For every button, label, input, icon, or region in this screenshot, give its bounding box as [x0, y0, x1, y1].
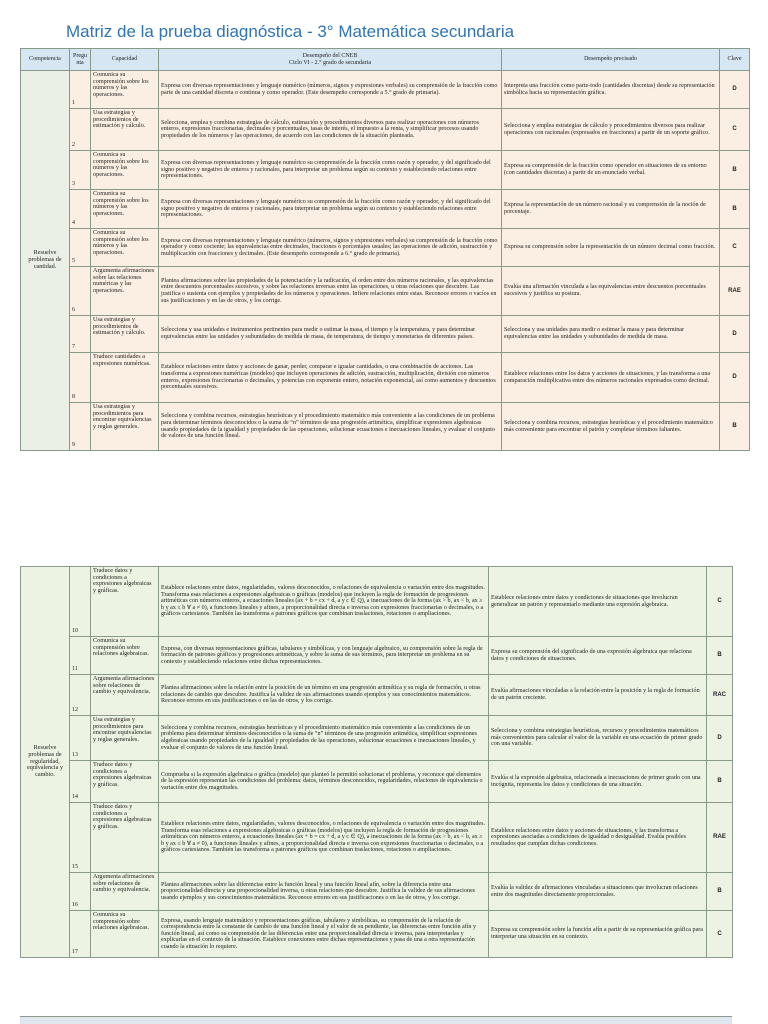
capacidad-cell: Comunica su comprensión sobre los números y las operaciones. [91, 229, 159, 267]
question-number: 16 [70, 873, 91, 911]
capacidad-cell: Traduce datos y condiciones a expresiones algebraicas y gráficas. [91, 761, 159, 803]
capacidad-cell: Comunica su comprensión sobre los números y las operaciones. [91, 190, 159, 229]
section-2-body [21, 567, 733, 958]
desempeno-cneb-cell: Expresa con diversas representaciones y lenguaje numérico su comprensión de la fracción como razón y operador, y del significado del signo positivo y negativo de enteros y racionales, para interpretar un problema según su contexto y estableciendo relaciones entre representaciones. [159, 151, 502, 190]
header-pregunta: Pregu nta [70, 49, 91, 71]
table-row [21, 716, 733, 761]
desempeno-cneb-cell: Selecciona y combina recursos, estrategias heurísticas y el procedimiento matemático más conveniente a las condiciones de un problema para determinar términos desconocidos o la suma de “n” términos de una progresión aritmética, simplificar expresiones algebraicas usando propiedades de la igualdad y propiedades de las operaciones, solucionar ecuaciones e inecuaciones lineales, y evaluar el conjunto de valores de una función lineal. [159, 716, 489, 761]
desempeno-cneb-cell: Selecciona y combina recursos, estrategias heurísticas y el procedimiento matemático más conveniente a las condiciones de un problema para determinar términos desconocidos o la suma de “n” términos de una progresión aritmética, simplificar expresiones algebraicas usando propiedades de la igualdad y propiedades de las operaciones, solucionar ecuaciones e inecuaciones lineales, y evaluar el conjunto de valores de una función lineal. [159, 403, 502, 451]
table-row [21, 190, 750, 229]
desempeno-precisado-cell: Evalúa afirmaciones vinculadas a la relación entre la posición y la regla de formación de un patrón creciente. [489, 675, 707, 716]
desempeno-cneb-cell: Plantea afirmaciones sobre la relación entre la posición de un término en una progresión aritmética y su regla de formación, u otras relaciones de cambio que descubre. Justifica la validez de sus afirmaciones usando ejemplos y sus conocimientos matemáticos. Reconoce errores en sus justificaciones o en las de otros, y los corrige. [159, 675, 489, 716]
table-row [21, 637, 733, 675]
clave-cell: D [707, 716, 733, 761]
clave-cell: RAC [707, 675, 733, 716]
capacidad-cell: Comunica su comprensión sobre relaciones algebraicas. [91, 637, 159, 675]
desempeno-precisado-cell: Selecciona y emplea estrategias de cálculo y procedimientos diversos para realizar operaciones con racionales (expresados en fracciones) a partir de un soporte gráfico. [502, 109, 720, 151]
desempeno-precisado-cell: Selecciona y combina estrategias heurísticas, recursos y procedimientos matemáticos más convenientes para calcular el valor de la variable en una ecuación de primer grado con una variable. [489, 716, 707, 761]
capacidad-cell: Usa estrategias y procedimientos para encontrar equivalencias y reglas generales. [91, 403, 159, 451]
question-number: 14 [70, 761, 91, 803]
clave-cell: D [720, 71, 750, 109]
clave-cell: B [720, 403, 750, 451]
desempeno-precisado-cell: Establece relaciones entre datos y acciones de situaciones, y las transforma a expresiones asociadas a condiciones de igualdad o desigualdad. Evalúa posibles resultados que cumplan dichas condiciones. [489, 803, 707, 873]
desempeno-precisado-cell: Evalúa una afirmación vinculada a las equivalencias entre descuentos porcentuales sucesivos y justifica su postura. [502, 267, 720, 316]
question-number: 17 [70, 911, 91, 958]
desempeno-cneb-cell: Establece relaciones entre datos, regularidades, valores desconocidos, o relaciones de equivalencia o variación entre dos magnitudes. Transforma esas relaciones a expresiones algebraicas o gráficas (modelos) que incluyen la regla de formación de progresiones aritméticas con números enteros, a ecuaciones lineales (ax + b = cx + d, a y c ∈ Q), a inecuaciones de la forma (ax > b, ax < b, ax ≥ b y ax ≤ b ∀ a ≠ 0), a funciones lineales y afines, a proporcionalidad directa e inversa con expresiones fraccionarias o decimales, o a gráficos cartesianos. También las transforma a patrones gráficos que combinan traslaciones, rotaciones o ampliaciones. [159, 803, 489, 873]
question-number: 7 [70, 316, 91, 353]
question-number: 9 [70, 403, 91, 451]
desempeno-cneb-cell: Plantea afirmaciones sobre las diferencias entre la función lineal y una función lineal afín, sobre la diferencia entre una proporcionalidad directa y una proporcionalidad inversa, u otras relaciones que descubre. Justifica la validez de sus afirmaciones usando ejemplos y sus conocimientos matemáticos. Reconoce errores en sus justificaciones o en las de otros, y los corrige. [159, 873, 489, 911]
table-row [21, 567, 733, 637]
page-title: Matriz de la prueba diagnóstica - 3° Matemática secundaria [66, 22, 515, 41]
clave-cell: C [720, 109, 750, 151]
desempeno-cneb-cell: Plantea afirmaciones sobre las propiedades de la potenciación y la radicación, el orden entre dos números racionales, y las equivalencias entre descuentos porcentuales sucesivos, y sobre las relaciones inversas entre las operaciones, u otras relaciones que descubre. Las justifica o sustenta con ejemplos y propiedades de los números y operaciones. Infiere relaciones entre estas. Reconoce errores o vacíos en sus justificaciones y en las de otros, y los corrige. [159, 267, 502, 316]
desempeno-precisado-cell: Establece relaciones entre los datos y acciones de situaciones, y las transforma a una comparación multiplicativa entre dos números racionales expresados como decimal. [502, 353, 720, 403]
clave-cell: B [707, 873, 733, 911]
desempeno-cneb-cell: Expresa con diversas representaciones y lenguaje numérico (números, signos y expresiones verbales) su comprensión de la fracción como parte de una cantidad discreta o continua y como operador. (Este desempeño corresponde a 5.° grado de primaria). [159, 71, 502, 109]
desempeno-cneb-cell: Establece relaciones entre datos, regularidades, valores desconocidos, o relaciones de equivalencia o variación entre dos magnitudes. Transforma esas relaciones a expresiones algebraicas o gráficas (modelos) que incluyen la regla de formación de progresiones aritméticas con números enteros, a ecuaciones lineales (ax + b = cx + d, a y c ∈ Q), a inecuaciones de la forma (ax > b, ax < b, ax ≥ b y ax ≤ b ∀ a ≠ 0), a funciones lineales y afines, a proporcionalidad directa e inversa con expresiones fraccionarias o decimales, o a gráficos cartesianos. También las transforma a patrones gráficos que combinan traslaciones, rotaciones o ampliaciones. [159, 567, 489, 637]
table-row [21, 403, 750, 451]
clave-cell: C [720, 229, 750, 267]
question-number: 12 [70, 675, 91, 716]
competencia-cell: Resuelve problemas de cantidad. [21, 71, 70, 451]
table-row [21, 873, 733, 911]
question-number: 5 [70, 229, 91, 267]
clave-cell: B [707, 761, 733, 803]
clave-cell: B [720, 151, 750, 190]
capacidad-cell: Argumenta afirmaciones sobre las relaciones numéricas y las operaciones. [91, 267, 159, 316]
desempeno-precisado-cell: Expresa su comprensión del significado de una expresión algebraica que relaciona datos y condiciones de situaciones. [489, 637, 707, 675]
clave-cell: D [720, 316, 750, 353]
header-capacidad: Capacidad [91, 49, 159, 71]
question-number: 8 [70, 353, 91, 403]
clave-cell: C [707, 567, 733, 637]
capacidad-cell: Traduce datos y condiciones a expresiones algebraicas y gráficas. [91, 567, 159, 637]
desempeno-cneb-cell: Selecciona y usa unidades e instrumentos pertinentes para medir o estimar la masa, el tiempo y la temperatura, y para determinar equivalencias entre las unidades y subunidades de medida de masa, de temperatura, de tiempo y monetarias de diferentes países. [159, 316, 502, 353]
table-row [21, 229, 750, 267]
desempeno-precisado-cell: Evalúa la validez de afirmaciones vinculadas a situaciones que involucran relaciones entre dos magnitudes directamente proporcionales. [489, 873, 707, 911]
capacidad-cell: Traduce datos y condiciones a expresiones algebraicas y gráficas. [91, 803, 159, 873]
question-number: 15 [70, 803, 91, 873]
desempeno-precisado-cell: Selecciona y combina recursos, estrategias heurísticas y el procedimiento matemático más conveniente para encontrar el patrón y completar términos faltantes. [502, 403, 720, 451]
header-clave: Clave [720, 49, 750, 71]
question-number: 1 [70, 71, 91, 109]
question-number: 2 [70, 109, 91, 151]
table-row [21, 267, 750, 316]
table-row [21, 71, 750, 109]
capacidad-cell: Comunica su comprensión sobre los números y las operaciones. [91, 71, 159, 109]
table-row [21, 761, 733, 803]
table-row [21, 911, 733, 958]
desempeno-cneb-cell: Selecciona, emplea y combina estrategias de cálculo, estimación y procedimientos diversos para realizar operaciones con números enteros, expresiones fraccionarias, decimales y porcentuales, tasas de interés, el impuesto a la renta, y simplificar procesos usando propiedades de los números y las operaciones, de acuerdo con las condiciones de la situación planteada. [159, 109, 502, 151]
desempeno-cneb-cell: Comprueba si la expresión algebraica o gráfica (modelo) que planteó le permitió solucionar el problema, y reconoce qué elementos de la expresión representan las condiciones del problema: datos, términos desconocidos, regularidades, relaciones de equivalencia o variación entre dos magnitudes. [159, 761, 489, 803]
section-1-body [21, 71, 750, 451]
desempeno-precisado-cell: Expresa su comprensión de la fracción como operador en situaciones de su entorno (con cantidades discretas) a partir de un enunciado verbal. [502, 151, 720, 190]
desempeno-precisado-cell: Evalúa si la expresión algebraica, relacionada a inecuaciones de primer grado con una incógnita, representa los datos y condiciones de una situación. [489, 761, 707, 803]
clave-cell: B [707, 637, 733, 675]
capacidad-cell: Usa estrategias y procedimientos para encontrar equivalencias y reglas generales. [91, 716, 159, 761]
clave-cell: C [707, 911, 733, 958]
desempeno-cneb-cell: Expresa con diversas representaciones y lenguaje numérico (números, signos y expresiones verbales) su comprensión de la fracción como operador y como cociente; las equivalencias entre decimales, fracciones o porcentajes usuales; las operaciones de adición, sustracción y multiplicación con fracciones y decimales. (Este desempeño corresponde a 6.° grado de primaria). [159, 229, 502, 267]
desempeno-precisado-cell: Expresa su comprensión sobre la función afín a partir de su representación gráfica para interpretar una situación en su contexto. [489, 911, 707, 958]
capacidad-cell: Argumenta afirmaciones sobre relaciones de cambio y equivalencia. [91, 873, 159, 911]
desempeno-precisado-cell: Establece relaciones entre datos y condiciones de situaciones que involucran generalizar un patrón y representarlo mediante una expresión algebraica. [489, 567, 707, 637]
desempeno-cneb-cell: Expresa con diversas representaciones y lenguaje numérico su comprensión de la fracción como razón y operador, y del significado del signo positivo y negativo de enteros y racionales, para interpretar un problema según su contexto y estableciendo relaciones entre representaciones. [159, 190, 502, 229]
header-desempeno-cneb-subtitle: Ciclo VI - 2.° grado de secundaria [288, 59, 372, 66]
desempeno-precisado-cell: Interpreta una fracción como parte-todo (cantidades discretas) desde su representación simbólica hacia su representación gráfica. [502, 71, 720, 109]
capacidad-cell: Argumenta afirmaciones sobre relaciones de cambio y equivalencia. [91, 675, 159, 716]
clave-cell: RAE [720, 267, 750, 316]
desempeno-precisado-cell: Selecciona y usa unidades para medir o estimar la masa y para determinar equivalencias entre las unidades y subunidades de medida de masa. [502, 316, 720, 353]
desempeno-cneb-cell: Expresa, con diversas representaciones gráficas, tabulares y simbólicas, y con lenguaje algebraico, su comprensión sobre la regla de formación de patrones gráficos y progresiones aritméticas, y sobre la suma de sus términos, para interpretar un problema en su contexto y estableciendo relaciones entre dichas representaciones. [159, 637, 489, 675]
capacidad-cell: Comunica su comprensión sobre relaciones algebraicas. [91, 911, 159, 958]
table-row [21, 675, 733, 716]
question-number: 11 [70, 637, 91, 675]
desempeno-precisado-cell: Expresa la representación de un número racional y su comprensión de la noción de porcentaje. [502, 190, 720, 229]
competencia-cell: Resuelve problemas de regularidad, equivalencia y cambio. [21, 567, 70, 958]
clave-cell: B [720, 190, 750, 229]
matrix-table-1 [20, 48, 750, 451]
header-desempeno-cneb [159, 49, 502, 71]
capacidad-cell: Traduce cantidades a expresiones numéricas. [91, 353, 159, 403]
desempeno-cneb-cell: Expresa, usando lenguaje matemático y representaciones gráficas, tabulares y simbólicas, su comprensión de la relación de correspondencia entre la constante de cambio de una función lineal y el valor de su pendiente, las diferencias entre función afín y función lineal, así como su comprensión de las diferencias entre una proporcionalidad directa e inversa, para interpretarlas y explicarlas en el contexto de la situación. Establece conexiones entre dichas representaciones y pasa de una a otra representación cuando la situación lo requiere. [159, 911, 489, 958]
capacidad-cell: Comunica su comprensión sobre los números y las operaciones. [91, 151, 159, 190]
header-competencia: Competencia [21, 49, 70, 71]
question-number: 3 [70, 151, 91, 190]
table-row [21, 109, 750, 151]
matrix-table-2 [20, 566, 733, 958]
capacidad-cell: Usa estrategias y procedimientos de estimación y cálculo. [91, 316, 159, 353]
question-number: 10 [70, 567, 91, 637]
clave-cell: RAE [707, 803, 733, 873]
question-number: 13 [70, 716, 91, 761]
clave-cell: D [720, 353, 750, 403]
question-number: 6 [70, 267, 91, 316]
question-number: 4 [70, 190, 91, 229]
header-desempeno-precisado: Desempeño precisado [502, 49, 720, 71]
table-row [21, 803, 733, 873]
capacidad-cell: Usa estrategias y procedimientos de estimación y cálculo. [91, 109, 159, 151]
table-row [21, 353, 750, 403]
desempeno-precisado-cell: Expresa su comprensión sobre la representación de un número decimal como fracción. [502, 229, 720, 267]
table-row [21, 151, 750, 190]
table-row [21, 316, 750, 353]
header-desempeno-cneb-title: Desempeño del CNEB [302, 53, 358, 60]
desempeno-cneb-cell: Establece relaciones entre datos y acciones de ganar, perder, comparar e igualar cantidades, o una combinación de acciones. Las transforma a expresiones numéricas (modelos) que incluyen operaciones de adición, sustracción, multiplicación, división con números enteros, expresiones fraccionarias o decimales, y potencias con exponente entero, notación exponencial, así como aumentos y descuentos porcentuales sucesivos. [159, 353, 502, 403]
next-page-edge [20, 1016, 732, 1024]
